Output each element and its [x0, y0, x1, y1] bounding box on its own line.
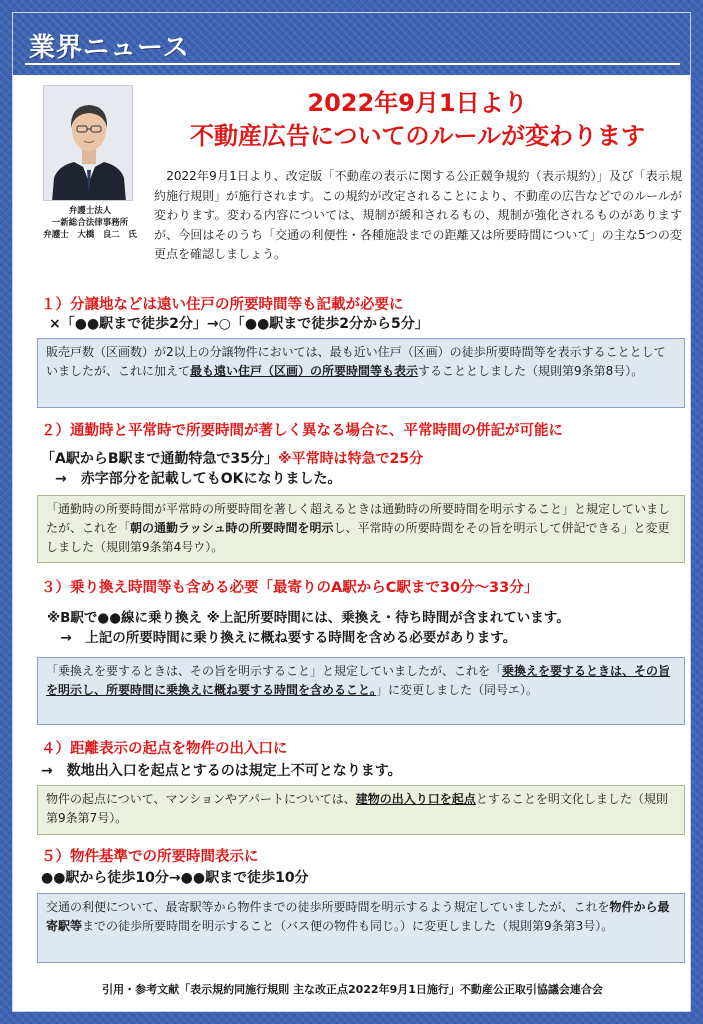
author-firm-type: 弁護士法人 [68, 206, 112, 216]
section-2-example-red: ※平常時は特急で25分 [278, 451, 424, 467]
author-credit [25, 205, 155, 241]
section-5-emphasis: 物件から最寄駅等 [46, 900, 670, 933]
title-line-2: 不動産広告についてのルールが変わります [189, 122, 646, 150]
section-2-emphasis: 朝の通勤ラッシュ時の所要時間を明示 [130, 521, 334, 535]
article-title [149, 87, 686, 153]
section-5-box [37, 893, 685, 963]
section-4-emphasis: 建物の出入り口を起点 [355, 792, 476, 806]
section-5-text-c: までの徒歩所要時間を明示すること（バス便の物件も同じ。）に変更しました（規則第9条第3号）。 [82, 919, 614, 933]
section-3-text-c: 」に変更しました（同号エ）。 [376, 683, 539, 697]
section-4-note: → 数地出入口を起点とするのは規定上不可となります。 [41, 763, 402, 779]
section-1-text-c: することとしました（規則第9条第8号）。 [418, 364, 644, 378]
intro-paragraph: 2022年9月1日より、改定版「不動産の表示に関する公正競争規約（表示規約）」及び「表示規約施行規則」が施行されます。この規約が改定されることにより、不動産の広告などでのルールが変わります。変わる内容については、規制が緩和されるもの、規制が強化されるものがありますが、今回はそのうち「交通の利便性・各種施設までの距離又は所要時間について」の主な5つの変更点を確認しましょう。 [154, 169, 682, 261]
section-5-text-a: 交通の利便について、最寄駅等から物件までの徒歩所要時間を明示するよう規定していましたが、これを [46, 900, 610, 914]
section-3-text-a: 「乗換えを要するときは、その旨を明示すること」と規定していましたが、これを「 [46, 664, 503, 678]
header-divider [25, 63, 680, 65]
header-band [13, 13, 691, 75]
section-2-text-c: し、平常時の所要時間をその旨を明示して併記できる」と変更しました（規則第9条第4号ウ）。 [46, 521, 670, 554]
section-1-title: １）分譲地などは遠い住戸の所要時間等も記載が必要に [41, 297, 404, 313]
article-frame [12, 12, 691, 1012]
section-2-title: ２）通勤時と平常時で所要時間が著しく異なる場合に、平常時間の併記が可能に [41, 423, 563, 439]
section-3-note: → 上記の所要時間に乗り換えに概ね要する時間を含める必要があります。 [47, 630, 517, 646]
title-line-1: 2022年9月1日より [307, 89, 528, 117]
author-name: 弁護士 大橋 良二 氏 [43, 230, 137, 240]
section-4-box [37, 785, 685, 835]
section-4-text-c: とすることを明文化しました（規則第9条第7号）。 [46, 792, 668, 825]
reference-footer: 引用・参考文献「表示規約同施行規則 主な改正点2022年9月1日施行」不動産公正取引協議会連合会 [102, 983, 603, 996]
section-4-text-a: 物件の起点について、マンションやアパートについては、 [46, 792, 356, 806]
header-title: 業界ニュース [29, 33, 190, 63]
author-firm-name: 一新総合法律事務所 [51, 218, 129, 228]
section-5-example: ●●駅から徒歩10分→●●駅まで徒歩10分 [41, 870, 309, 886]
section-1-emphasis: 最も遠い住戸（区画）の所要時間等も表示 [190, 364, 419, 378]
section-1-example: ×「●●駅まで徒歩2分」→○「●●駅まで徒歩2分から5分」 [49, 316, 429, 332]
article-body [19, 75, 686, 1007]
section-1-box [37, 338, 685, 408]
portrait-image [44, 86, 133, 201]
author-photo [43, 85, 133, 201]
section-2-example-main: 「A駅からB駅まで通勤特急で35分」 [41, 451, 278, 467]
section-2-box [37, 495, 685, 563]
section-3-box [37, 657, 685, 725]
section-3-example: ※B駅で●●線に乗り換え ※上記所要時間には、乗換え・待ち時間が含まれています。 [47, 610, 570, 626]
section-3-emphasis: 乗換えを要するときは、その旨を明示し、所要時間に乗換えに概ね要する時間を含めること。 [46, 664, 671, 697]
section-2-note: → 赤字部分を記載してもOKになりました。 [41, 471, 342, 487]
section-3-title: ３）乗り換え時間等も含める必要「最寄りのA駅からC駅まで30分～33分」 [41, 580, 539, 596]
section-1-text-a: 販売戸数（区画数）が2以上の分譲物件においては、最も近い住戸（区画）の徒歩所要時間等を表示することとしていましたが、これに加えて [46, 345, 666, 378]
section-4-title: ４）距離表示の起点を物件の出入口に [41, 741, 288, 757]
section-2-example [41, 449, 423, 469]
section-2-text-a: 「通勤時の所要時間が平常時の所要時間を著しく超えるときは通勤時の所要時間を明示すること」と規定していましたが、これを「 [46, 502, 671, 535]
section-5-title: ５）物件基準での所要時間表示に [41, 849, 259, 865]
